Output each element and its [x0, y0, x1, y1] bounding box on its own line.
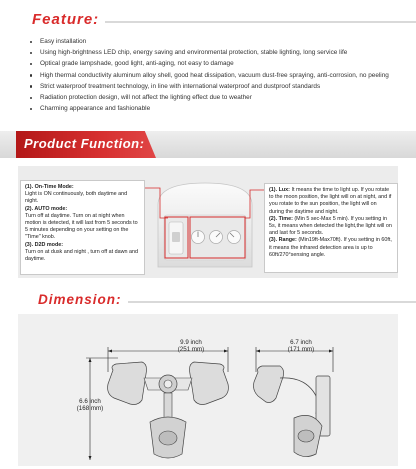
d2d-text: Turn on at dusk and night , turn off at dawn and daytime. — [25, 248, 138, 263]
width-inch: 9.9 inch — [180, 339, 202, 346]
time-heading: (2). Time: — [269, 215, 293, 222]
auto-heading: (2). AUTO mode: — [25, 205, 68, 212]
feature-item: Easy installation — [30, 38, 400, 46]
feature-item: Radiation protection design, will not affect the lighting effect due to weather — [30, 94, 400, 102]
dimension-header — [0, 290, 416, 308]
range-heading: (3). Range: — [269, 237, 297, 244]
depth-label — [277, 339, 325, 353]
height-inch: 6.6 inch — [79, 398, 101, 405]
range-text: (Min19ft-Max70ft). If you setting in 60ft, it means the infrared detection area is up to 60ft/270°sensing angle. — [269, 237, 392, 258]
on-time-text: Light is ON continuously, both daytime and night. — [25, 191, 128, 205]
d2d-heading: (3). D2D mode: — [25, 241, 64, 248]
depth-mm: (171 mm) — [287, 346, 315, 353]
knob-description-box — [264, 183, 398, 273]
time-text: (Min 5 sec-Max 5 min). If you setting in 5s, it means when detected the light,the light will on and last for 5 seconds. — [269, 215, 392, 237]
width-label — [164, 339, 218, 353]
dimension-rule — [128, 301, 416, 303]
auto-text: Turn off at daytime. Turn on at night when motion is detected, it will last from 5 seconds to 5 minutes depending on your setting on the "Time" knob. — [25, 212, 138, 241]
side-view-light-icon — [254, 366, 331, 457]
feature-title: Feature: — [32, 10, 100, 28]
dimension-title: Dimension: — [38, 291, 122, 307]
height-mm: (168 mm) — [76, 405, 104, 412]
dimension-drawing — [18, 314, 398, 466]
depth-inch: 6.7 inch — [290, 339, 312, 346]
feature-item: High thermal conductivity aluminum alloy shell, good heat dissipation, vacuum dust-free spraying, anti-corrosion, no peeling — [30, 72, 400, 80]
feature-item: Strict waterproof treatment technology, in line with international waterproof and dustproof standards — [30, 83, 400, 91]
feature-item: Using high-brightness LED chip, energy saving and environmental protection, stable lighting, long service life — [30, 49, 400, 57]
lux-heading: (1). Lux: — [269, 187, 290, 193]
lux-text: It means the time to light up. If you rotate to the moon position, the light will on at night, and if you rotate to the sun position, the light will on during the daytime and night. — [269, 187, 392, 215]
front-view-light-icon — [108, 362, 229, 458]
product-function-title: Product Function: — [24, 136, 145, 151]
height-label — [72, 398, 108, 412]
width-mm: (251 mm) — [177, 346, 205, 353]
feature-item: Optical grade lampshade, good light, anti-aging, not easy to damage — [30, 60, 400, 68]
mode-description-box — [20, 180, 145, 275]
feature-item: Charming appearance and fashionable — [30, 105, 400, 113]
on-time-heading: (1). On-Time Mode: — [25, 184, 74, 190]
